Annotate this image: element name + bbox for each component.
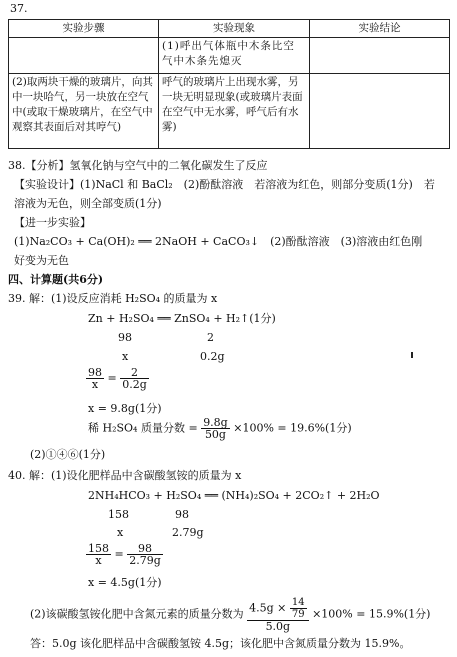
part2-label: (2)该碳酸氢铵化肥中含氮元素的质量分数为 [30,607,244,621]
q39-equation: Zn + H₂SO₄ ══ ZnSO₄ + H₂↑(1分) [88,312,276,325]
q39-line1: 39. 解：(1)设反应消耗 H₂SO₄ 的质量为 x [8,292,218,305]
q40-molar-mass-2: 98 [175,508,189,521]
fraction-numerator [247,597,308,621]
fraction-denominator: x [95,554,102,567]
q38-line1: 38.【分析】氢氧化钠与空气中的二氧化碳发生了反应 [8,159,268,172]
q40-part2 [30,597,430,632]
row1-step [9,38,159,74]
q38-line2: 【实验设计】(1)NaCl 和 BaCl₂ (2)酚酞溶液 若溶液为红色，则部分变质(1分) 若 [14,178,435,191]
fraction-numerator: 98 [88,366,102,379]
inner-denominator: 79 [291,609,305,620]
percentage-label: 稀 H₂SO₄ 质量分数 = [88,421,198,435]
row2-step: (2)取两块干燥的玻璃片，向其中一块哈气，另一块放在空气中(或取干燥玻璃片，在空气中观察其表面后对其哼气) [9,74,159,149]
fraction-denominator: 2.79g [129,554,161,567]
table-row [9,74,450,149]
header-steps: 实验步骤 [9,20,159,38]
q40-proportion [86,543,163,566]
fraction-denominator: 0.2g [122,378,147,391]
q39-var-mass: 0.2g [200,350,225,363]
fraction-numerator: 9.8g [203,416,228,429]
fraction-denominator: 5.0g [265,620,291,633]
row2-conclusion [309,74,449,149]
header-phenomenon: 实验现象 [159,20,310,38]
q40-answer: 答：5.0g 该化肥样品中含碳酸氢铵 4.5g；该化肥中含氮质量分数为 15.9%。 [30,637,411,650]
percentage-result: ×100% = 19.6%(1分) [233,421,352,435]
q39-percentage [88,417,352,440]
inner-numerator: 14 [291,597,305,608]
q40-molar-mass-1: 158 [108,508,129,521]
row1-conclusion [309,38,449,74]
numerator-mass: 4.5g × [249,601,287,615]
q38-line5: (1)Na₂CO₃ + Ca(OH)₂ ══ 2NaOH + CaCO₃↓ (2)酚酞溶液 (3)溶液由红色刚 [14,235,423,248]
fraction-denominator: 50g [204,428,226,441]
q39-var-x: x [122,350,129,363]
q40-equation: 2NH₄HCO₃ + H₂SO₄ ══ (NH₄)₂SO₄ + 2CO₂↑ + 2H₂O [88,489,380,502]
stray-mark [411,352,413,358]
q38-line6: 好变为无色 [14,254,69,267]
q38-line4: 【进一步实验】 [14,216,91,229]
section-title: 四、计算题(共6分) [8,273,104,286]
q37-table [8,19,450,149]
table-row [9,38,450,74]
part2-result: ×100% = 15.9%(1分) [312,607,431,621]
fraction-numerator: 158 [88,542,109,555]
q40-result: x = 4.5g(1分) [88,576,162,589]
table-header-row [9,20,450,38]
row2-phenomenon: 呼气的玻璃片上出现水雾，另一块无明显现象(或玻璃片表面在空气中无水雾，呼气后有水雾) [159,74,310,149]
q39-proportion [86,367,149,390]
q39-result: x = 9.8g(1分) [88,402,162,415]
q40-var-x: x [117,526,124,539]
q39-part2: (2)①④⑥(1分) [30,448,106,461]
equals-sign: = [114,547,124,561]
header-conclusion: 实验结论 [309,20,449,38]
q38-line3: 溶液为无色，则全部变质(1分) [14,197,162,210]
fraction-denominator: x [91,378,99,391]
fraction-numerator: 2 [120,367,149,379]
fraction-numerator: 98 [127,543,163,555]
row1-phenomenon: (1)呼出气体瓶中木条比空气中木条先熄灭 [159,38,310,74]
q40-line1: 40. 解：(1)设化肥样品中含碳酸氢铵的质量为 x [8,469,242,482]
q39-molar-mass-2: 2 [207,331,214,344]
q39-molar-mass-1: 98 [118,331,132,344]
q40-var-mass: 2.79g [172,526,204,539]
q37-number: 37. [10,2,28,15]
equals-sign: = [107,371,117,385]
